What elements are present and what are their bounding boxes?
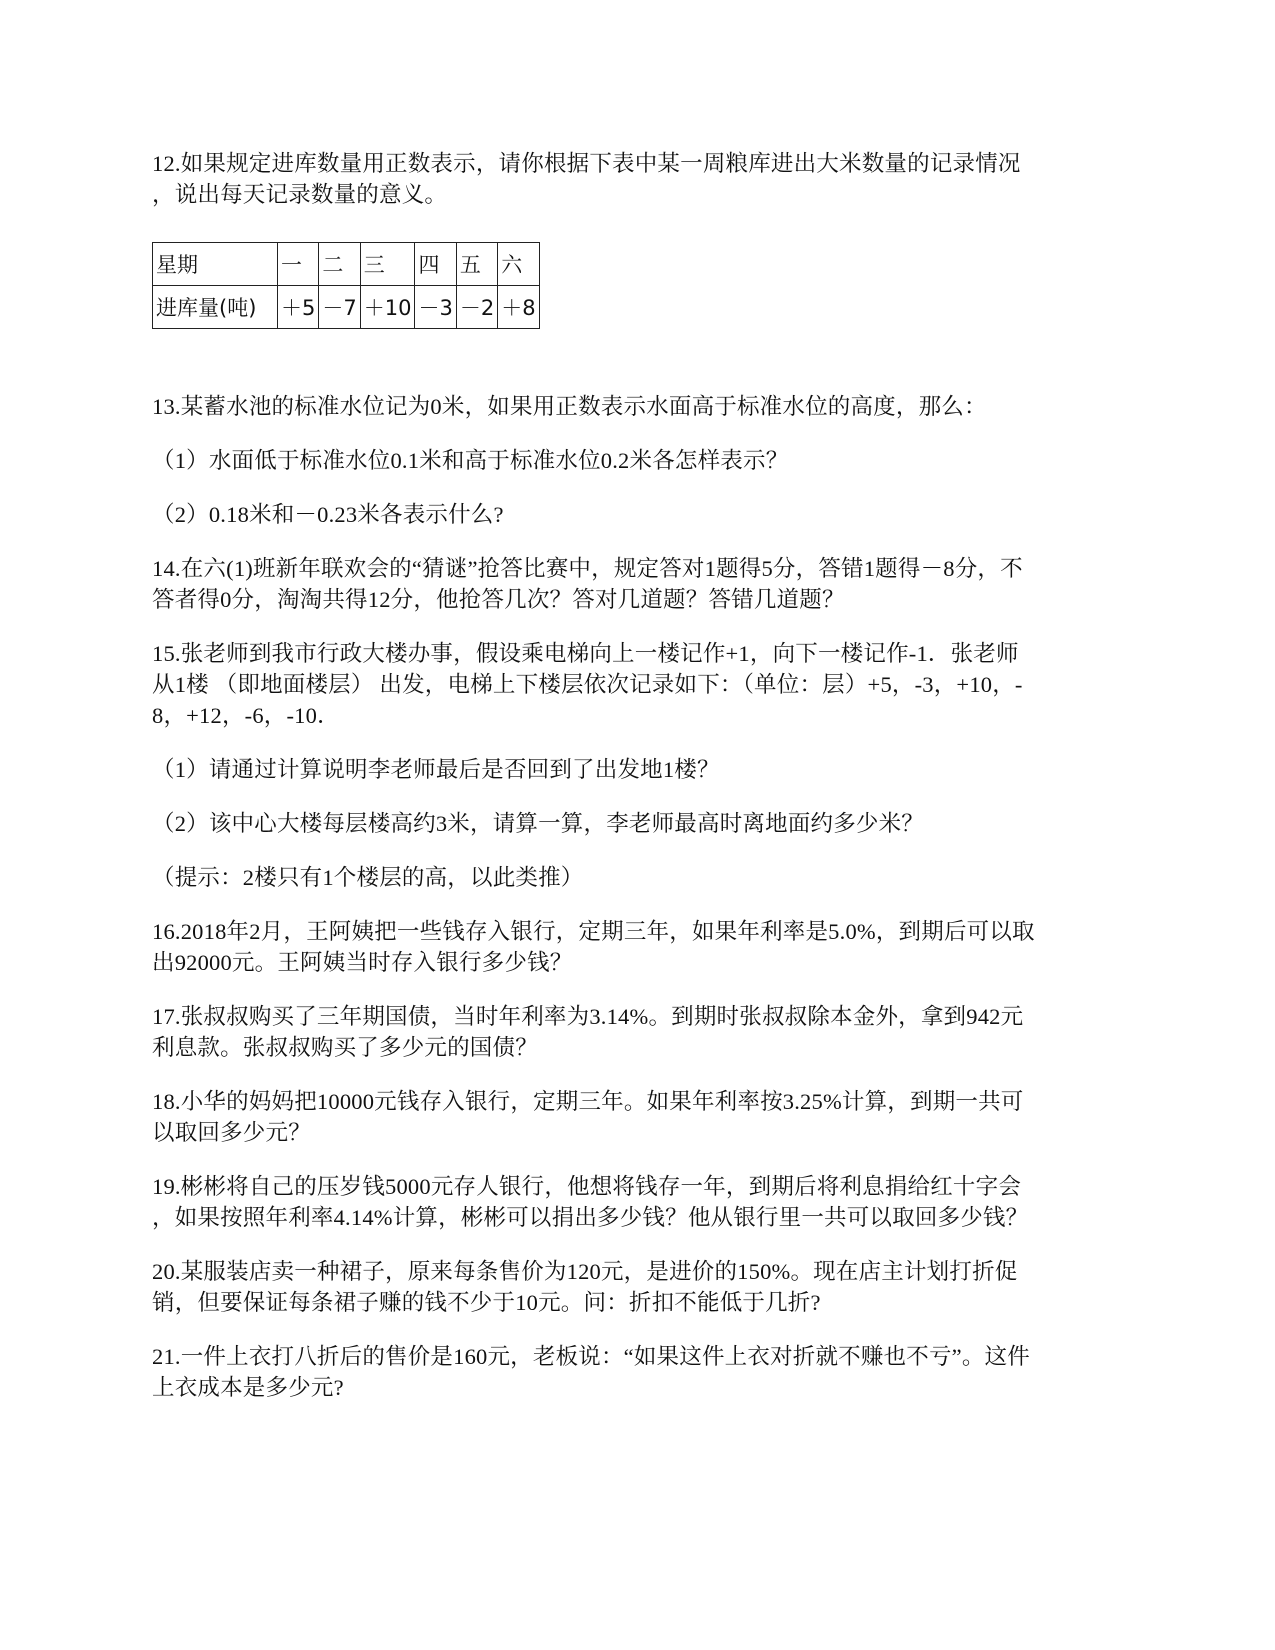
question-21-line-2: 上衣成本是多少元? bbox=[152, 1375, 344, 1400]
question-15-part-1 bbox=[152, 754, 1132, 785]
question-13-part-1-text: （1）水面低于标准水位0.1米和高于标准水位0.2米各怎样表示？ bbox=[152, 448, 789, 473]
question-14-line-2: 答者得0分，淘淘共得12分，他抢答几次？答对几道题？答错几道题？ bbox=[152, 587, 845, 612]
question-16 bbox=[152, 916, 1132, 978]
table-cell-day: 一 bbox=[278, 243, 319, 286]
table-cell-value: ＋8 bbox=[498, 286, 539, 329]
question-13-part-1 bbox=[152, 445, 1132, 476]
question-12 bbox=[152, 148, 1132, 329]
worksheet-page bbox=[152, 148, 1132, 1426]
table-cell-day: 二 bbox=[319, 243, 360, 286]
question-13 bbox=[152, 391, 1132, 422]
question-16-line-1: 16.2018年2月，王阿姨把一些钱存入银行，定期三年，如果年利率是5.0%，到期后可以取 bbox=[152, 919, 1035, 944]
table-cell-day: 六 bbox=[498, 243, 539, 286]
table-cell-value: －2 bbox=[456, 286, 497, 329]
question-14 bbox=[152, 553, 1132, 615]
question-15-line-3: 8，+12，-6，-10． bbox=[152, 703, 340, 728]
question-20-line-2: 销，但要保证每条裙子赚的钱不少于10元。问：折扣不能低于几折? bbox=[152, 1290, 821, 1315]
table-cell-value: ＋10 bbox=[360, 286, 415, 329]
table-cell-value: ＋5 bbox=[278, 286, 319, 329]
grain-record-table bbox=[152, 242, 540, 329]
question-12-line-2: ，说出每天记录数量的意义。 bbox=[152, 182, 448, 207]
question-21-line-1: 21.一件上衣打八折后的售价是160元，老板说：“如果这件上衣对折就不赚也不亏”。这件 bbox=[152, 1344, 1030, 1369]
question-15-part-1-text: （1）请通过计算说明李老师最后是否回到了出发地1楼？ bbox=[152, 757, 720, 782]
question-18 bbox=[152, 1086, 1132, 1148]
question-20 bbox=[152, 1256, 1132, 1318]
table-header-amount: 进库量(吨) bbox=[153, 286, 278, 329]
question-13-part-2-text: （2）0.18米和－0.23米各表示什么? bbox=[152, 502, 504, 527]
question-20-line-1: 20.某服装店卖一种裙子，原来每条售价为120元，是进价的150%。现在店主计划打折促 bbox=[152, 1259, 1018, 1284]
table-cell-value: －3 bbox=[415, 286, 456, 329]
question-13-part-2 bbox=[152, 499, 1132, 530]
question-17-line-1: 17.张叔叔购买了三年期国债，当时年利率为3.14%。到期时张叔叔除本金外，拿到942元 bbox=[152, 1004, 1024, 1029]
table-cell-day: 五 bbox=[456, 243, 497, 286]
table-cell-day: 四 bbox=[415, 243, 456, 286]
question-13-line: 13.某蓄水池的标准水位记为0米，如果用正数表示水面高于标准水位的高度，那么： bbox=[152, 394, 987, 419]
question-15-hint bbox=[152, 862, 1132, 893]
question-21 bbox=[152, 1341, 1132, 1403]
question-19 bbox=[152, 1171, 1132, 1233]
question-18-line-1: 18.小华的妈妈把10000元钱存入银行，定期三年。如果年利率按3.25%计算，到期一共可 bbox=[152, 1089, 1024, 1114]
question-18-line-2: 以取回多少元？ bbox=[152, 1120, 311, 1145]
question-15-hint-text: （提示：2楼只有1个楼层的高，以此类推） bbox=[152, 865, 584, 890]
table-row-weekday bbox=[153, 243, 540, 286]
question-15-line-2: 从1楼 （即地面楼层） 出发，电梯上下楼层依次记录如下：（单位：层）+5，-3，+10，- bbox=[152, 672, 1023, 697]
question-17-line-2: 利息款。张叔叔购买了多少元的国债？ bbox=[152, 1035, 538, 1060]
table-header-weekday: 星期 bbox=[153, 243, 278, 286]
question-17 bbox=[152, 1001, 1132, 1063]
question-12-line-1: 12.如果规定进库数量用正数表示，请你根据下表中某一周粮库进出大米数量的记录情况 bbox=[152, 151, 1021, 176]
question-15 bbox=[152, 638, 1132, 731]
question-15-part-2 bbox=[152, 808, 1132, 839]
question-14-line-1: 14.在六(1)班新年联欢会的“猜谜”抢答比赛中，规定答对1题得5分，答错1题得－8分，不 bbox=[152, 556, 1023, 581]
question-19-line-2: ，如果按照年利率4.14%计算，彬彬可以捐出多少钱？他从银行里一共可以取回多少钱？ bbox=[152, 1205, 1029, 1230]
table-cell-day: 三 bbox=[360, 243, 415, 286]
question-15-line-1: 15.张老师到我市行政大楼办事，假设乘电梯向上一楼记作+1，向下一楼记作-1．张老师 bbox=[152, 641, 1019, 666]
question-16-line-2: 出92000元。王阿姨当时存入银行多少钱？ bbox=[152, 950, 573, 975]
table-row-amount bbox=[153, 286, 540, 329]
table-cell-value: －7 bbox=[319, 286, 360, 329]
question-19-line-1: 19.彬彬将自己的压岁钱5000元存人银行，他想将钱存一年，到期后将利息捐给红十字会 bbox=[152, 1174, 1022, 1199]
question-15-part-2-text: （2）该中心大楼每层楼高约3米，请算一算，李老师最高时离地面约多少米？ bbox=[152, 811, 925, 836]
